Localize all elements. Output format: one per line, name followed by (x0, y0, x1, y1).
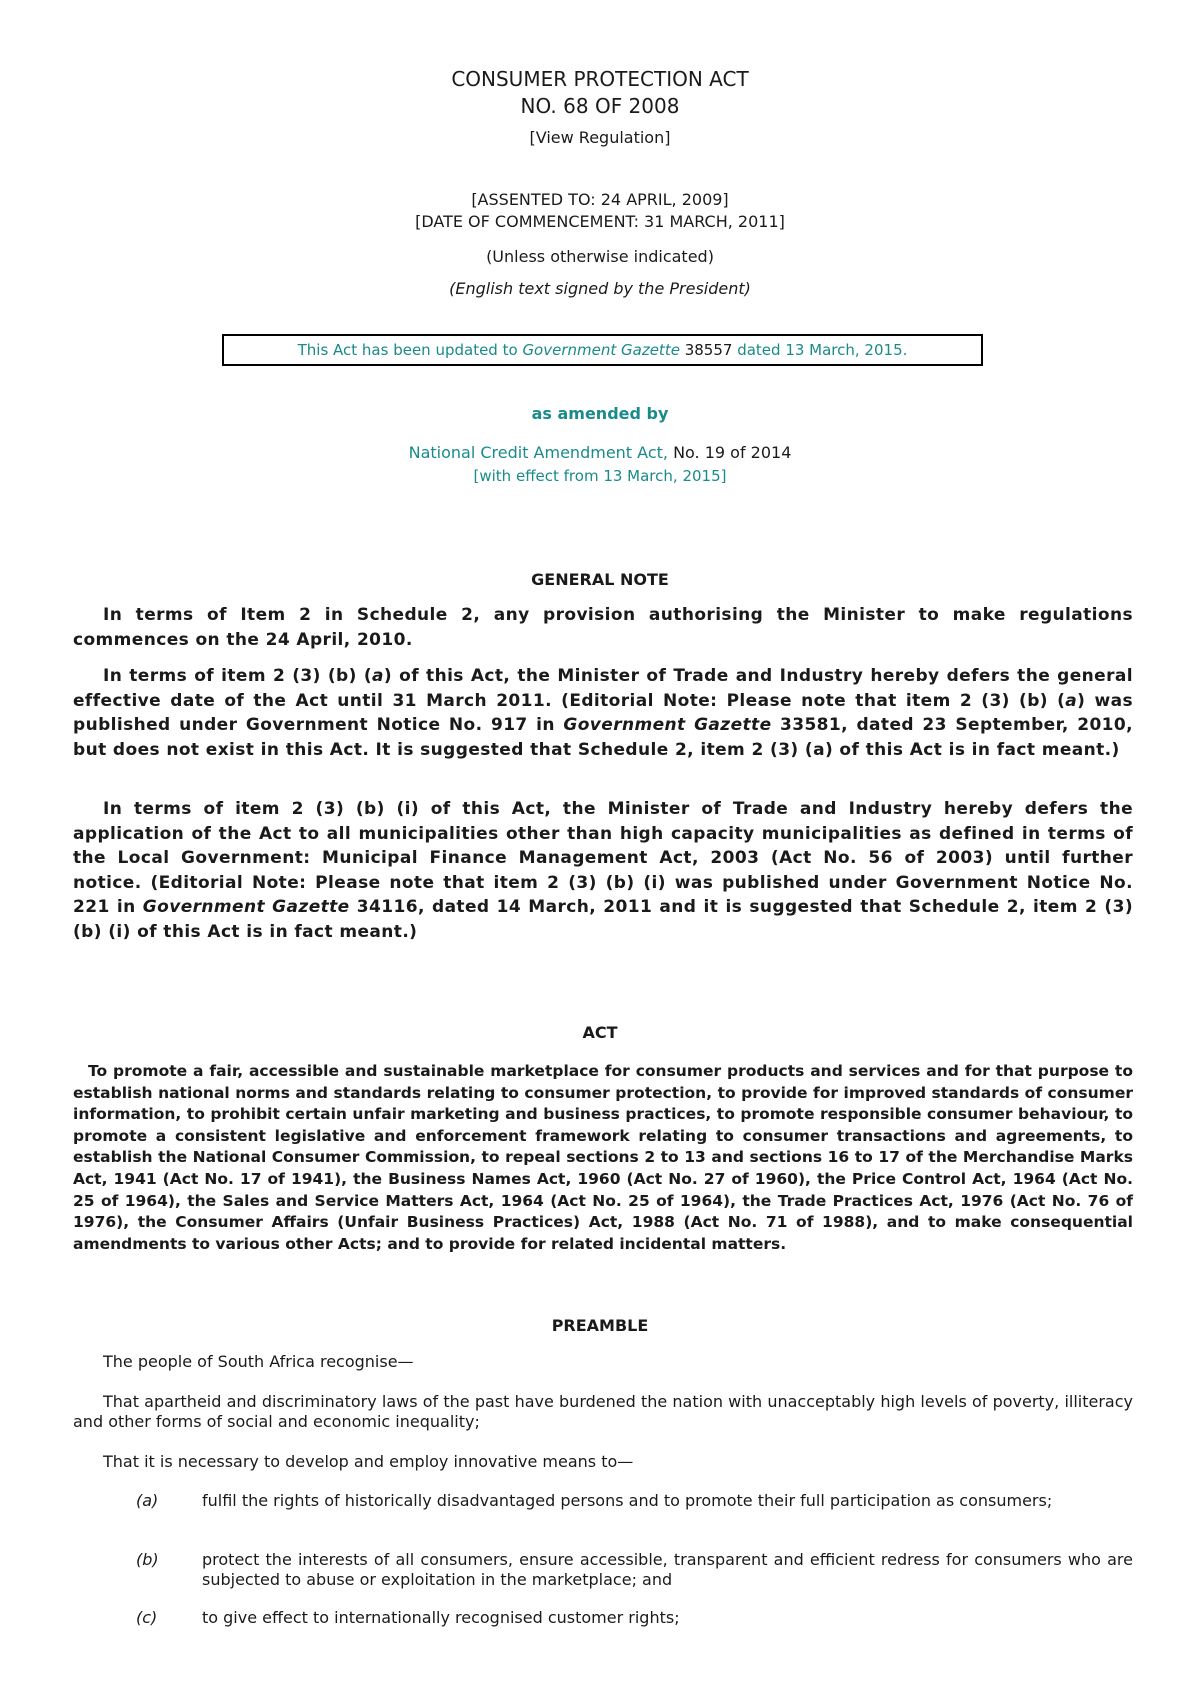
preamble-p1-text: The people of South Africa recognise— (103, 1352, 414, 1371)
act-long-title-text: To promote a fair, accessible and sustainable marketplace for consumer products and services and for that purpose to establish national norms and standards relating to consumer protection, to provide for improved standards of consumer information, to prohibit certain unfair marketing and business practices, to promote responsible consumer behaviour, to promote a consistent legislative and enforcement framework relating to consumer transactions and agreements, to establish the National Consumer Commission, to repeal sections 2 to 13 and sections 16 to 17 of the Merchandise Marks Act, 1941 (Act No. 17 of 1941), the Business Names Act, 1960 (Act No. 27 of 1960), the Price Control Act, 1964 (Act No. 25 of 1964), the Sales and Service Matters Act, 1964 (Act No. 25 of 1964), the Trade Practices Act, 1976 (Act No. 76 of 1976), the Consumer Affairs (Unfair Business Practices) Act, 1988 (Act No. 71 of 1988), and to make consequential amendments to various other Acts; and to provide for related incidental matters. (73, 1062, 1133, 1253)
general-note-paragraph-2 (73, 664, 1133, 762)
general-note-p2-text: ) of this Act, the Minister of Trade and Industry hereby defers the general effective date of the Act until 31 March 2011. (Editorial Note: Please note that item 2 (3) (b) ( (73, 666, 1133, 711)
act-long-title (73, 1061, 1133, 1255)
preamble-paragraph-3 (73, 1452, 1133, 1472)
preamble-heading: PREAMBLE (551, 1316, 649, 1335)
general-note-p3-text: In terms of item 2 (3) (b) (i) of this Act, the Minister of Trade and Industry hereby defers the application of the Act to all municipalities other than high capacity municipalities as defined in terms of the Local Government: Municipal Finance Management Act, 2003 (Act No. 56 of 2003) until further notice. (Editorial Note: Please note that item 2 (3) (b) (i) was published under Government Notice No. 221 in (73, 799, 1133, 917)
act-title-line2: NO. 68 OF 2008 (520, 94, 680, 118)
preamble-item-text: to give effect to internationally recognised customer rights; (202, 1608, 680, 1627)
preamble-item-label: (b) (136, 1550, 159, 1569)
preamble-item-label: (a) (136, 1491, 159, 1510)
preamble-p2-text: That apartheid and discriminatory laws of the past have burdened the nation with unacceptably high levels of poverty, illiteracy and other forms of social and economic inequality; (73, 1392, 1133, 1431)
general-note-p2-text: ) was published under Government Notice No. 917 in (73, 690, 1133, 735)
general-note-paragraph-3 (73, 797, 1133, 944)
general-note-p3-gazette: Government Gazette (142, 897, 350, 917)
commencement-date: [DATE OF COMMENCEMENT: 31 MARCH, 2011] (415, 212, 785, 231)
general-note-p2-italic: a (1065, 690, 1078, 711)
general-note-p2-italic: a (372, 666, 384, 686)
view-regulation-link[interactable]: [View Regulation] (529, 128, 671, 147)
assented-date: [ASSENTED TO: 24 APRIL, 2009] (471, 190, 729, 209)
update-number: 38557 (679, 341, 733, 359)
act-heading: ACT (582, 1023, 618, 1042)
general-note-p2-text: 33581, dated 23 September, 2010, but does not exist in this Act. It is suggested that Schedule 2, item 2 (3) (a) of this Act is in fact meant.) (73, 715, 1133, 760)
general-note-heading: GENERAL NOTE (531, 570, 669, 589)
amending-act-number: No. 19 of 2014 (667, 443, 792, 462)
general-note-p2-text: In terms of item 2 (3) (b) ( (103, 666, 373, 686)
update-suffix: dated 13 March, 2015. (732, 341, 908, 359)
preamble-paragraph-2 (73, 1392, 1133, 1432)
amended-by-heading: as amended by (531, 404, 669, 423)
update-notice-box (222, 334, 983, 366)
preamble-item-text: fulfil the rights of historically disadvantaged persons and to promote their full participation as consumers; (202, 1491, 1053, 1510)
act-title-line1: CONSUMER PROTECTION ACT (451, 67, 749, 91)
amendment-effect: [with effect from 13 March, 2015] (473, 467, 727, 485)
preamble-item-label: (c) (136, 1608, 158, 1627)
update-gazette: Government Gazette (522, 341, 680, 359)
english-signed: (English text signed by the President) (449, 279, 751, 298)
general-note-p3-text: 34116, dated 14 March, 2011 and it is suggested that Schedule 2, item 2 (3) (b) (i) of this Act is in fact meant.) (73, 897, 1133, 942)
amending-act (0, 443, 1200, 462)
act-title (0, 66, 1200, 120)
preamble-item-text: protect the interests of all consumers, ensure accessible, transparent and efficient redress for consumers who are subjected to abuse or exploitation in the marketplace; and (202, 1550, 1133, 1589)
general-note-p1-text: In terms of Item 2 in Schedule 2, any provision authorising the Minister to make regulations commences on the 24 April, 2010. (73, 605, 1133, 650)
general-note-paragraph-1 (73, 603, 1133, 652)
unless-indicated: (Unless otherwise indicated) (486, 247, 714, 266)
preamble-paragraph-1 (73, 1352, 1133, 1372)
update-prefix: This Act has been updated to (297, 341, 523, 359)
amending-act-link[interactable]: National Credit Amendment Act, (408, 443, 668, 462)
preamble-p3-text: That it is necessary to develop and employ innovative means to— (103, 1452, 634, 1471)
general-note-p2-gazette: Government Gazette (563, 715, 772, 735)
